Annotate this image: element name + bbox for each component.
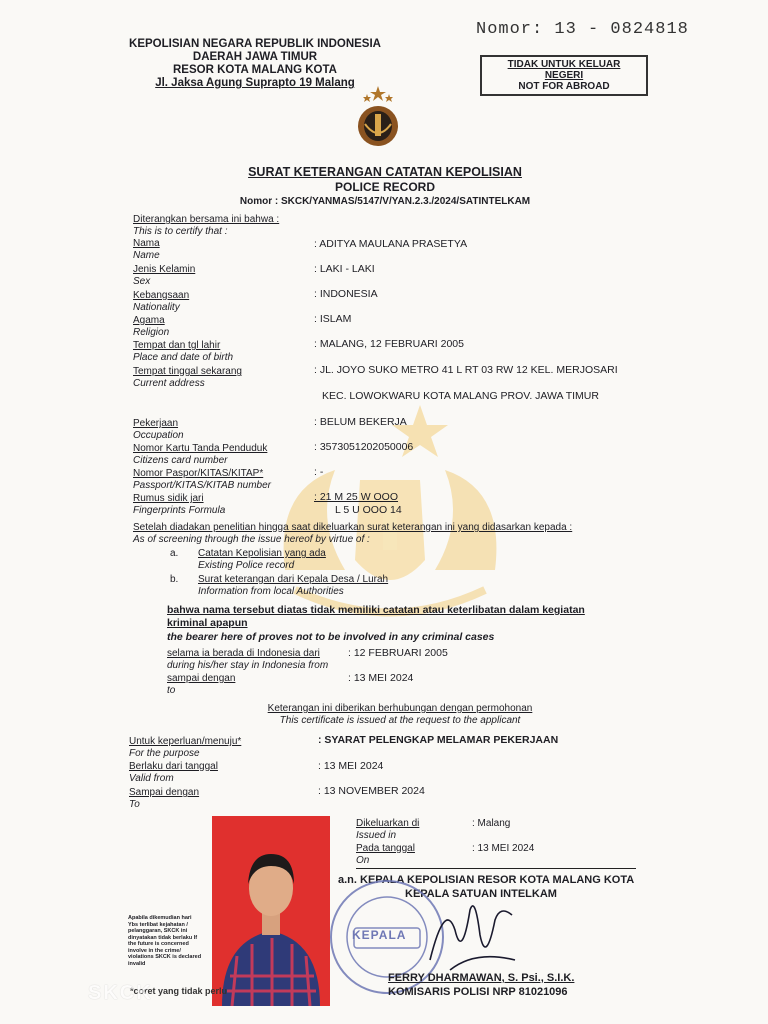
period-label-en: to: [167, 685, 176, 696]
agency-header: [120, 38, 390, 90]
abroad-line-1: TIDAK UNTUK KELUAR NEGERI: [507, 59, 621, 81]
signatory-line-2: KEPALA SATUAN INTELKAM: [405, 888, 557, 900]
field-occupation-value: : BELUM BEKERJA: [314, 416, 407, 428]
statement-block: [167, 604, 627, 644]
screening-item-marker: a.: [170, 548, 179, 559]
valid-to-label-id: Sampai dengan: [129, 787, 200, 798]
intro: [133, 214, 279, 238]
field-label-id: Tempat dan tgl lahir: [133, 340, 221, 351]
request-note: [200, 703, 600, 727]
screening-item: [198, 574, 388, 598]
issued-on-label-en: On: [356, 855, 370, 866]
agency-line-3: RESOR KOTA MALANG KOTA: [173, 64, 337, 76]
period-to-value: : 13 MEI 2024: [348, 672, 414, 684]
issued-in-label-en: Issued in: [356, 830, 397, 841]
field-label-id: Rumus sidik jari: [133, 493, 204, 504]
valid-to-label-en: To: [129, 799, 140, 810]
screening-item-en: Existing Police record: [198, 560, 295, 571]
signatory: [388, 971, 574, 999]
document-number: Nomor : SKCK/YANMAS/5147/V/YAN.2.3./2024/SATINTELKAM: [239, 196, 531, 207]
field-address-value-2: KEC. LOWOKWARU KOTA MALANG PROV. JAWA TIMUR: [322, 390, 599, 402]
purpose-label-en: For the purpose: [129, 748, 200, 759]
field-birth-label: [133, 340, 233, 364]
issued-in-label-id: Dikeluarkan di: [356, 818, 420, 829]
screening-item: [198, 548, 326, 572]
statement-en: the bearer here of proves not to be involved in any criminal cases: [167, 631, 495, 643]
field-label-id: Jenis Kelamin: [133, 264, 196, 275]
issued-divider: [356, 868, 636, 869]
screening-block: [133, 522, 572, 546]
field-label-en: Sex: [133, 276, 151, 287]
abroad-line-2: NOT FOR ABROAD: [518, 81, 610, 92]
police-emblem-icon: [353, 84, 403, 148]
field-label-en: Citizens card number: [133, 455, 228, 466]
period-from-label: [167, 648, 328, 672]
period-from-value: : 12 FEBRUARI 2005: [348, 647, 448, 659]
screening-item-id: Surat keterangan dari Kepala Desa / Lurah: [198, 574, 389, 585]
applicant-photo: [212, 816, 330, 1006]
field-ktp-label: [133, 443, 267, 467]
field-fingerprint-value-2: L 5 U OOO 14: [335, 504, 402, 516]
field-label-en: Nationality: [133, 302, 180, 313]
intro-en: This is to certify that :: [133, 226, 228, 237]
request-note-id: Keterangan ini diberikan berhubungan dengan permohonan: [267, 703, 533, 714]
signatory-rank: KOMISARIS POLISI NRP 81021096: [388, 986, 568, 998]
agency-line-2: DAERAH JAWA TIMUR: [192, 51, 318, 63]
period-label-en: during his/her stay in Indonesia from: [167, 660, 329, 671]
field-sex-value: : LAKI - LAKI: [314, 263, 375, 275]
period-to-label: [167, 673, 235, 697]
screening-item-id: Catatan Kepolisian yang ada: [198, 548, 326, 559]
issued-in-label: [356, 818, 419, 842]
field-label-en: Place and date of birth: [133, 352, 234, 363]
skck-watermark-icon: SKCK: [88, 982, 153, 1004]
screening-en: As of screening through the issue hereof by virtue of :: [133, 534, 370, 545]
signatory-name: FERRY DHARMAWAN, S. Psi., S.I.K.: [388, 972, 575, 984]
not-for-abroad-box: [480, 55, 648, 96]
period-label-id: sampai dengan: [167, 673, 236, 684]
signature-scribble-icon: [420, 890, 520, 980]
agency-line-1: KEPOLISIAN NEGARA REPUBLIK INDONESIA: [129, 38, 381, 50]
purpose-label: [129, 736, 241, 760]
field-religion-value: : ISLAM: [314, 313, 352, 325]
signatory-line-1: a.n. KEPALA KEPOLISIAN RESOR KOTA MALANG KOTA: [338, 874, 635, 886]
field-religion-label: [133, 315, 169, 339]
purpose-value: : SYARAT PELENGKAP MELAMAR PEKERJAAN: [318, 734, 559, 746]
serial-number: [476, 20, 689, 39]
request-note-en: This certificate is issued at the request to the applicant: [279, 715, 521, 726]
field-label-id: Nama: [133, 238, 160, 249]
field-label-id: Agama: [133, 315, 165, 326]
field-label-en: Religion: [133, 327, 170, 338]
field-passport-value: : -: [314, 466, 324, 478]
serial-value: 13 - 0824818: [554, 20, 689, 39]
field-label-id: Nomor Paspor/KITAS/KITAP*: [133, 468, 264, 479]
agency-address: Jl. Jaksa Agung Suprapto 19 Malang: [155, 77, 355, 89]
field-sex-label: [133, 264, 195, 288]
screening-item-marker: b.: [170, 574, 179, 585]
purpose-label-id: Untuk keperluan/menuju*: [129, 736, 242, 747]
intro-id: Diterangkan bersama ini bahwa :: [133, 214, 280, 225]
field-nama-value: : ADITYA MAULANA PRASETYA: [314, 238, 468, 250]
field-fingerprint-label: [133, 493, 225, 517]
issued-on-label: [356, 843, 415, 867]
issued-in-value: : Malang: [472, 818, 511, 829]
field-label-en: Passport/KITAS/KITAB number: [133, 480, 272, 491]
valid-from-label-id: Berlaku dari tanggal: [129, 761, 218, 772]
valid-to-label: [129, 787, 199, 811]
screening-id: Setelah diadakan penelitian hingga saat dikeluarkan surat keterangan ini yang didasarkan kepada :: [133, 522, 573, 533]
field-address-value: : JL. JOYO SUKO METRO 41 L RT 03 RW 12 KEL. MERJOSARI: [314, 364, 618, 376]
field-address-label: [133, 366, 242, 390]
field-passport-label: [133, 468, 271, 492]
document-subtitle: POLICE RECORD: [334, 180, 435, 194]
field-label-id: Tempat tinggal sekarang: [133, 366, 242, 377]
field-ktp-value: : 3573051202050006: [314, 441, 414, 453]
title-block: [180, 165, 590, 208]
issued-on-value: : 13 MEI 2024: [472, 843, 535, 854]
statement-id: bahwa nama tersebut diatas tidak memiliki catatan atau keterlibatan dalam kegiatan kriminal apapun: [167, 604, 585, 629]
field-nationality-label: [133, 290, 189, 314]
field-label-id: Pekerjaan: [133, 418, 179, 429]
validity-side-note: Apabila dikemudian hari Ybs terlibat kejahatan / pelanggaran, SKCK ini dinyatakan tidak berlaku If the future is concerned involve in the crime/ violations SKCK is declared invalid: [128, 915, 202, 967]
valid-from-value: : 13 MEI 2024: [318, 760, 384, 772]
issued-on-label-id: Pada tanggal: [356, 843, 415, 854]
screening-item-en: Information from local Authorities: [198, 586, 344, 597]
field-nationality-value: : INDONESIA: [314, 288, 378, 300]
field-label-id: Nomor Kartu Tanda Penduduk: [133, 443, 268, 454]
field-label-en: Name: [133, 250, 160, 261]
field-birth-value: : MALANG, 12 FEBRUARI 2005: [314, 338, 464, 350]
field-occupation-label: [133, 418, 184, 442]
field-label-en: Current address: [133, 378, 205, 389]
field-label-id: Kebangsaan: [133, 290, 190, 301]
stamp-label: KEPALA: [352, 928, 407, 942]
valid-from-label-en: Valid from: [129, 773, 174, 784]
footer-note: *coret yang tidak perlu: [130, 986, 228, 996]
document-title: SURAT KETERANGAN CATATAN KEPOLISIAN: [248, 165, 522, 179]
period-label-id: selama ia berada di Indonesia dari: [167, 648, 320, 659]
serial-label: Nomor:: [476, 20, 544, 39]
field-fingerprint-value: : 21 M 25 W OOO: [314, 491, 399, 503]
valid-from-label: [129, 761, 218, 785]
field-nama-label: [133, 238, 160, 262]
field-label-en: Fingerprints Formula: [133, 505, 226, 516]
field-label-en: Occupation: [133, 430, 184, 441]
valid-to-value: : 13 NOVEMBER 2024: [318, 785, 425, 797]
